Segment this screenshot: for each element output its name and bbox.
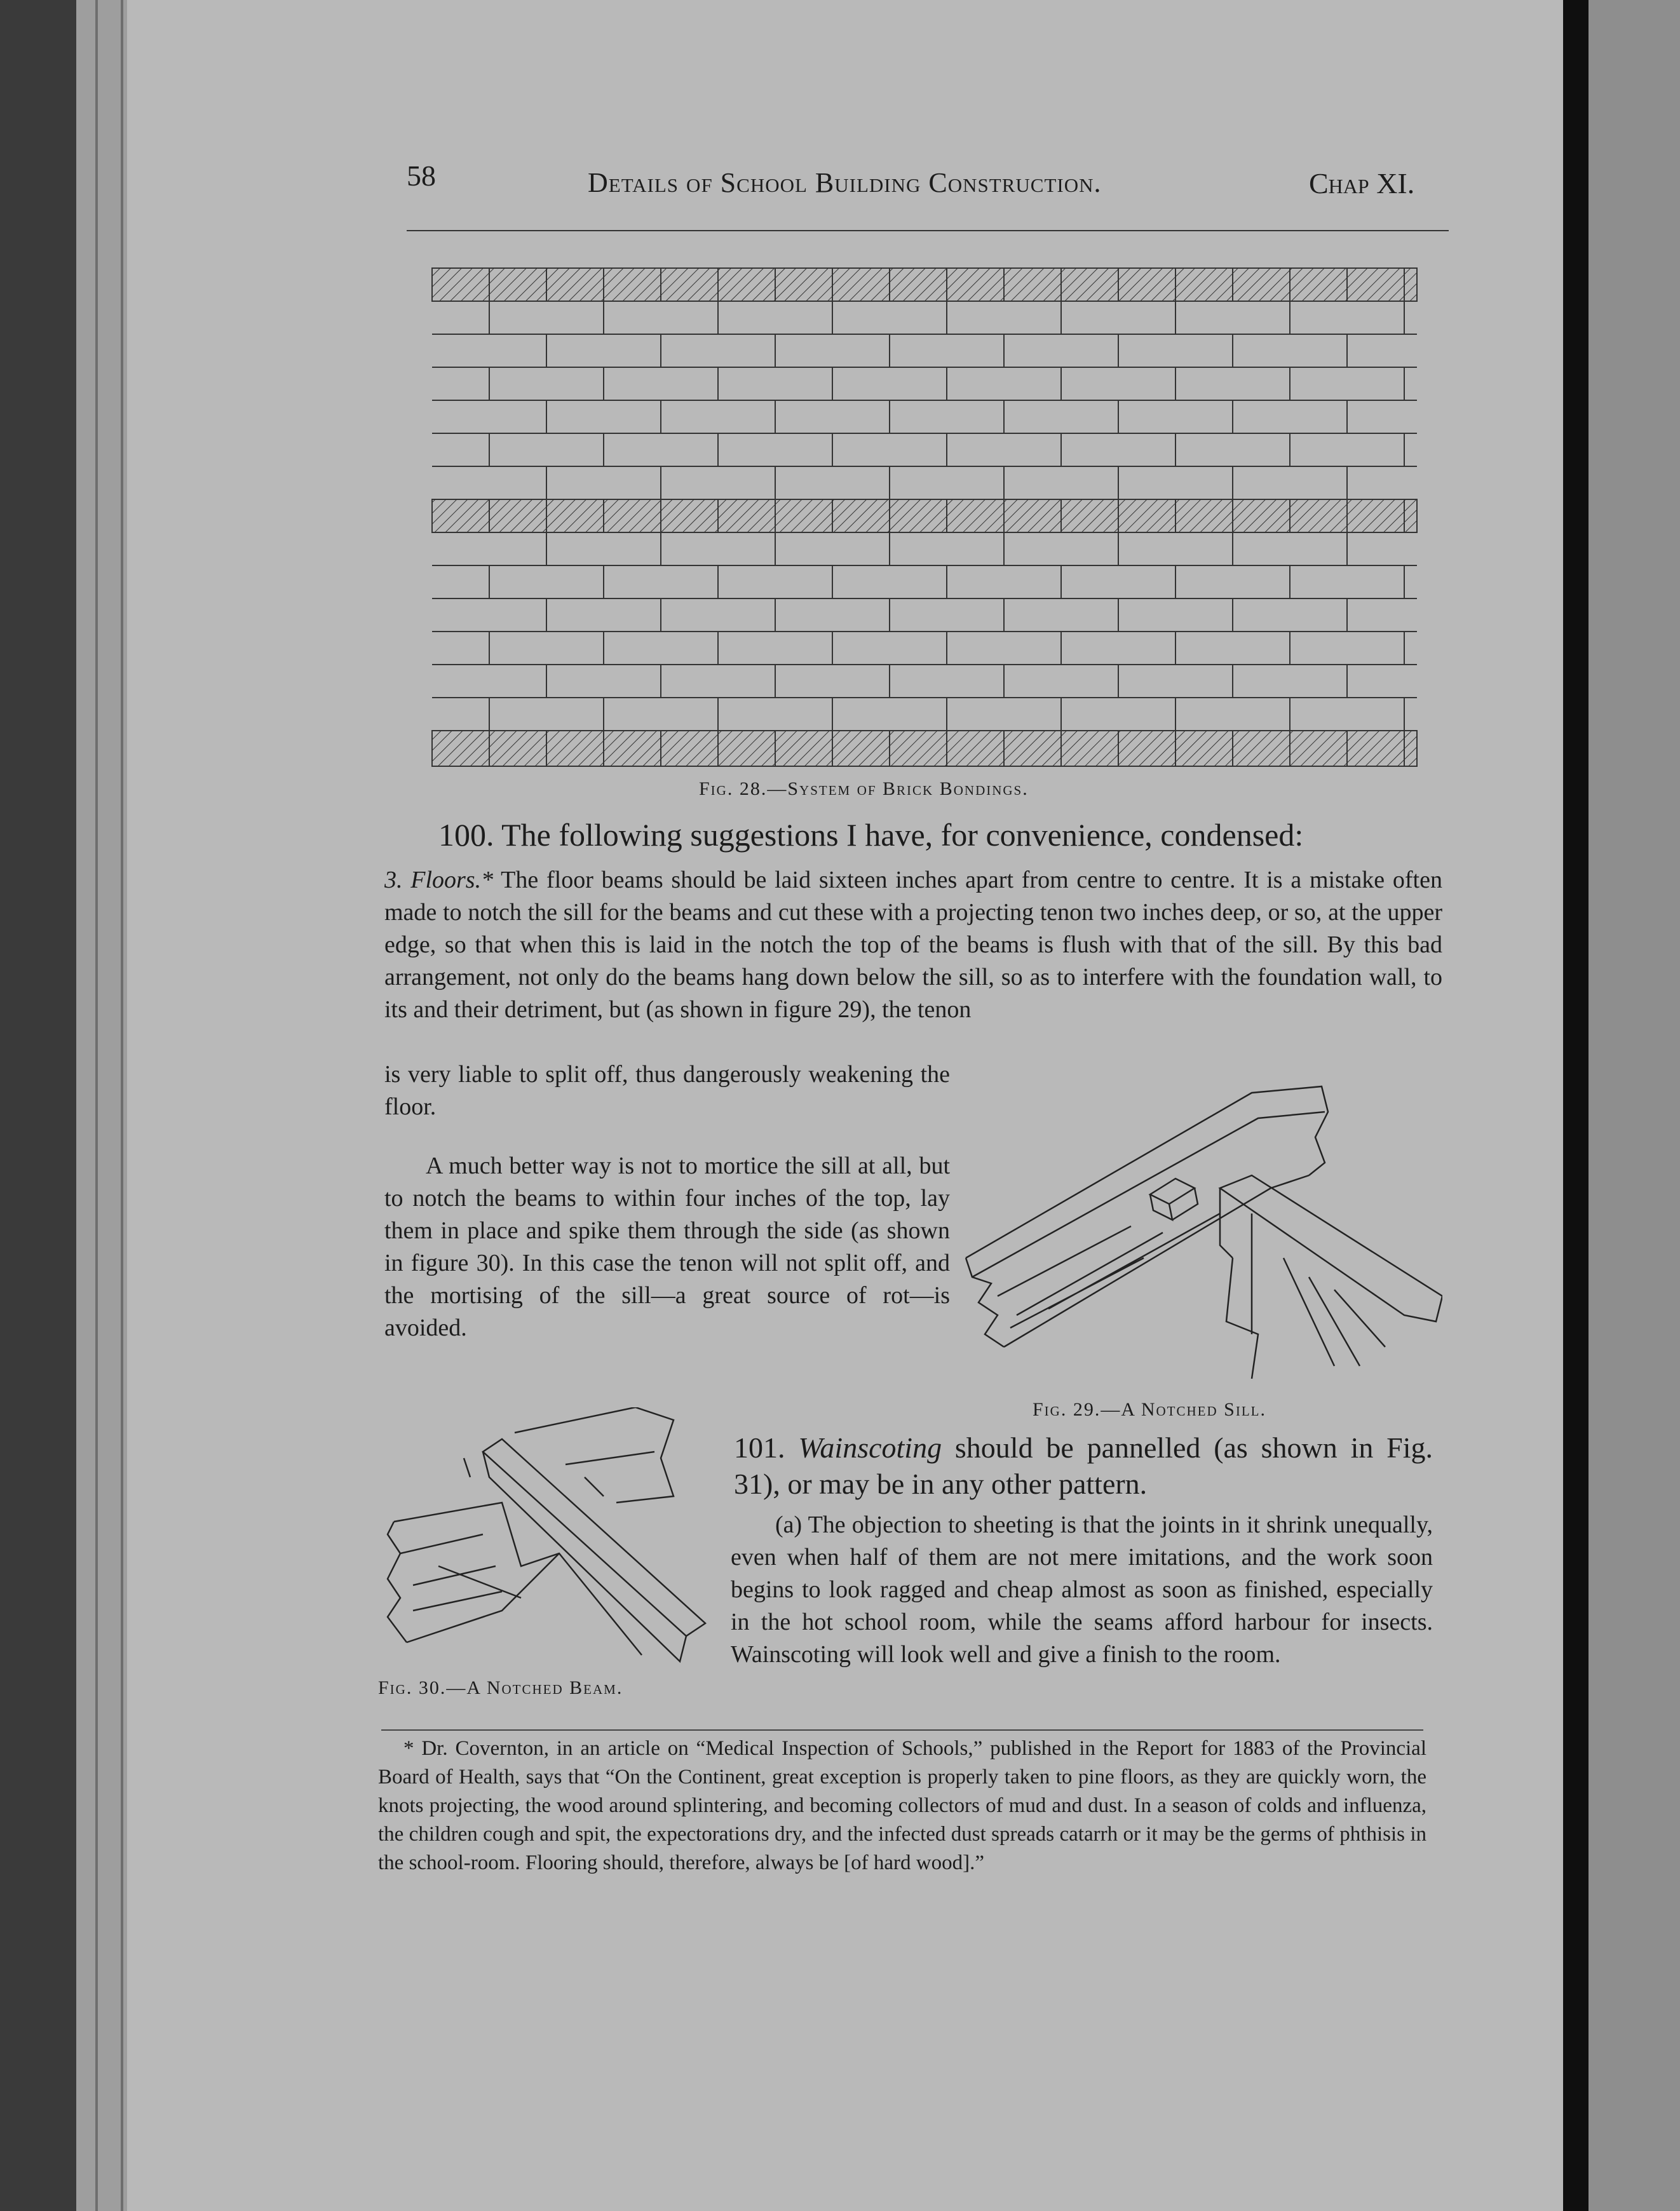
better-way-paragraph: A much better way is not to mortice the sill at all, but to notch the beams to within four inches of the top, lay them in place and spike them through the side (as shown in figure 30). In this case the tenon will not split off, and the mortising of the sill—a great source of rot—is avoided. — [384, 1153, 950, 1341]
running-title: Details of School Building Construction. — [588, 167, 1102, 198]
page-number: 58 — [407, 159, 436, 192]
wainscoting-label: Wainscoting — [798, 1431, 942, 1464]
fig29-caption: Fig. 29.—A Notched Sill. — [1033, 1399, 1267, 1420]
header-course — [432, 499, 1417, 532]
fig28-caption: Fig. 28.—System of Brick Bondings. — [699, 778, 1029, 799]
section-101-heading — [734, 1430, 1433, 1502]
header-rule — [407, 230, 1449, 231]
notched-sill-figure — [953, 1067, 1442, 1398]
facing-page-edge — [1589, 0, 1680, 2211]
floors-text: The floor beams should be laid sixteen inches apart from centre to centre. It is a mistake often made to notch the sill for the beams and cut these with a projecting tenon two inches deep, or so, at the upper edge, so that when this is laid in the notch the top of the beams is flush with that of the sill. By this bad arrangement, not only do the beams hang down below the sill, so as to interfere with the foundation wall, to its and their detriment, but (as shown in figure 29), the tenon — [384, 867, 1442, 1023]
notched-beam-figure — [375, 1407, 718, 1674]
header-course — [432, 268, 1417, 301]
brick-bonding-figure — [426, 260, 1423, 776]
section-101-heading-text: should be pannelled (as shown in Fig. 31), or may be in any other pattern. — [734, 1431, 1433, 1500]
wainscoting-paragraph: (a) The objection to sheeting is that the joints in it shrink unequally, even when half of them are not mere imitations, and the work soon begins to look ragged and cheap almost as soon as finished, especially in the hot school room, while the seams afford harbour for insects. Wainscoting will look well and give a finish to the room. — [731, 1511, 1433, 1668]
section-100-heading: 100. The following suggestions I have, for convenience, condensed: — [438, 817, 1304, 853]
page-edge-line — [121, 0, 123, 2211]
section-101-number: 101. — [734, 1431, 785, 1464]
floors-paragraph-continued: is very liable to split off, thus dangerously weakening the floor. — [384, 1061, 950, 1120]
book-left-edge — [0, 0, 76, 2211]
page-edge-line — [95, 0, 98, 2211]
floors-paragraph — [384, 864, 1442, 1026]
fig30-caption: Fig. 30.—A Notched Beam. — [378, 1677, 623, 1698]
footnote-rule — [381, 1729, 1423, 1731]
chapter-label: Chap XI. — [1309, 167, 1415, 199]
header-course — [432, 731, 1417, 766]
floors-label: 3. Floors.* — [384, 867, 494, 893]
footnote: * Dr. Covernton, in an article on “Medical Inspection of Schools,” published in the Report for 1883 of the Provincial Board of Health, says that “On the Continent, great exception is properly taken to pine floors, as they are quickly worn, the knots projecting, the wood around splintering, and becoming collectors of mud and dust. In a season of colds and influenza, the children cough and spit, the expectorations dry, and the infected dust spreads catarrh or it may be the germs of phthisis in the school-room. Flooring should, therefore, always be [of hard wood].” — [378, 1737, 1426, 1874]
